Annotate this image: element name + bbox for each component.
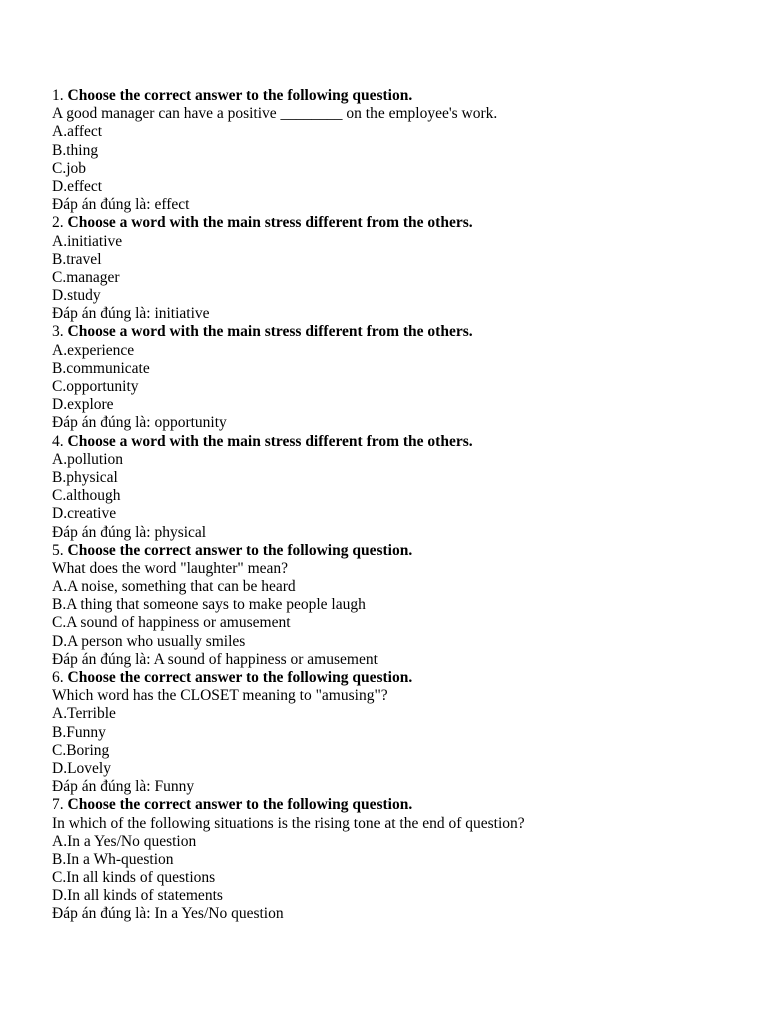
answer-line: Đáp án đúng là: initiative xyxy=(52,305,210,323)
question-4 xyxy=(52,433,742,542)
answer-line: Đáp án đúng là: Funny xyxy=(52,778,195,796)
question-heading xyxy=(52,433,742,451)
question-heading xyxy=(52,796,742,814)
option-d: D.study xyxy=(52,287,101,305)
option-b: B.thing xyxy=(52,141,99,159)
question-number: 7. xyxy=(52,796,64,814)
question-prompt: Which word has the CLOSET meaning to "amusing"? xyxy=(52,687,388,705)
question-2 xyxy=(52,214,742,323)
question-heading xyxy=(52,542,742,560)
question-number: 5. xyxy=(52,541,64,559)
option-c: C.In all kinds of questions xyxy=(52,869,216,887)
option-a: A.experience xyxy=(52,341,135,359)
option-a: A.initiative xyxy=(52,232,123,250)
question-heading xyxy=(52,87,742,105)
option-d: D.Lovely xyxy=(52,759,111,777)
question-heading xyxy=(52,214,742,232)
option-c: C.A sound of happiness or amusement xyxy=(52,614,291,632)
option-a: A.affect xyxy=(52,123,103,141)
question-3 xyxy=(52,323,742,432)
option-b: B.Funny xyxy=(52,723,106,741)
option-b: B.A thing that someone says to make people laugh xyxy=(52,596,366,614)
option-c: C.although xyxy=(52,487,121,505)
question-heading xyxy=(52,323,742,341)
question-7 xyxy=(52,796,742,923)
question-instruction: Choose the correct answer to the following question. xyxy=(67,541,413,559)
answer-line: Đáp án đúng là: In a Yes/No question xyxy=(52,905,284,923)
question-number: 3. xyxy=(52,323,64,341)
question-6 xyxy=(52,669,742,796)
answer-line: Đáp án đúng là: physical xyxy=(52,523,207,541)
option-c: C.Boring xyxy=(52,741,110,759)
option-c: C.manager xyxy=(52,268,120,286)
option-a: A.Terrible xyxy=(52,705,116,723)
question-heading xyxy=(52,669,742,687)
option-d: D.creative xyxy=(52,505,117,523)
question-5 xyxy=(52,542,742,669)
question-prompt: What does the word "laughter" mean? xyxy=(52,559,289,577)
option-c: C.job xyxy=(52,159,87,177)
option-a: A.pollution xyxy=(52,450,124,468)
option-a: A.In a Yes/No question xyxy=(52,832,197,850)
question-instruction: Choose a word with the main stress different from the others. xyxy=(67,323,473,341)
question-1 xyxy=(52,87,742,214)
option-b: B.communicate xyxy=(52,359,150,377)
question-prompt: In which of the following situations is the rising tone at the end of question? xyxy=(52,814,525,832)
option-b: B.In a Wh-question xyxy=(52,850,174,868)
question-prompt: A good manager can have a positive ________ on the employee's work. xyxy=(52,105,498,123)
document-body xyxy=(52,87,742,924)
option-b: B.travel xyxy=(52,250,102,268)
answer-line: Đáp án đúng là: A sound of happiness or amusement xyxy=(52,650,378,668)
question-instruction: Choose the correct answer to the following question. xyxy=(67,796,413,814)
question-number: 4. xyxy=(52,432,64,450)
option-a: A.A noise, something that can be heard xyxy=(52,578,296,596)
option-d: D.In all kinds of statements xyxy=(52,887,223,905)
option-b: B.physical xyxy=(52,468,118,486)
question-instruction: Choose a word with the main stress different from the others. xyxy=(67,432,473,450)
question-number: 2. xyxy=(52,214,64,232)
option-d: D.effect xyxy=(52,177,103,195)
question-number: 1. xyxy=(52,87,64,104)
option-d: D.A person who usually smiles xyxy=(52,632,246,650)
option-c: C.opportunity xyxy=(52,378,139,395)
question-instruction: Choose the correct answer to the following question. xyxy=(67,87,413,104)
option-d: D.explore xyxy=(52,396,114,414)
question-instruction: Choose the correct answer to the following question. xyxy=(67,669,413,686)
question-instruction: Choose a word with the main stress different from the others. xyxy=(67,214,473,232)
answer-line: Đáp án đúng là: effect xyxy=(52,196,190,214)
question-number: 6. xyxy=(52,669,64,686)
answer-line: Đáp án đúng là: opportunity xyxy=(52,414,227,432)
